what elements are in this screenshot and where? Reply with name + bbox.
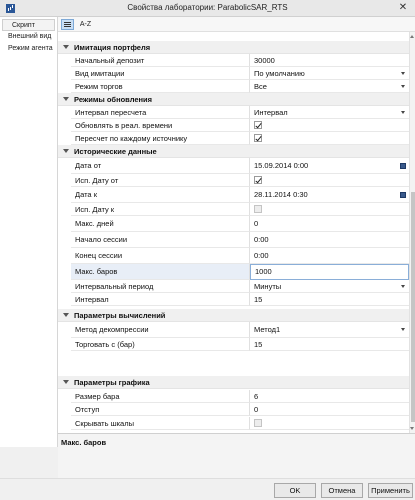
property-row (58, 54, 409, 67)
property-name[interactable]: Метод декомпрессии (71, 322, 250, 338)
bar-size-field[interactable]: 6 (250, 390, 409, 403)
property-row (58, 174, 409, 187)
hide-scales-checkbox[interactable] (254, 419, 262, 427)
property-name[interactable]: Начало сессии (71, 232, 250, 248)
scroll-up-icon[interactable] (410, 35, 414, 38)
property-value (250, 203, 409, 216)
property-grid-scrollbar[interactable] (409, 32, 415, 433)
property-row (58, 203, 409, 216)
section-calc-params (58, 309, 409, 322)
apply-button[interactable]: Применить (368, 483, 413, 498)
property-name[interactable]: Начальный депозит (71, 54, 250, 67)
property-name[interactable]: Макс. дней (71, 216, 250, 232)
session-start-field[interactable]: 0:00 (250, 232, 409, 248)
sort-az-button[interactable]: A-Z (79, 21, 92, 28)
initial-deposit-field[interactable]: 30000 (250, 54, 409, 67)
field-value: 15.09.2014 0:00 (254, 161, 309, 170)
scrollbar-thumb[interactable] (411, 192, 415, 422)
chevron-down-icon[interactable] (401, 285, 405, 288)
property-row (58, 322, 409, 338)
use-date-from-checkbox[interactable] (254, 176, 262, 184)
section-update-modes (58, 93, 409, 106)
chevron-down-icon[interactable] (401, 111, 405, 114)
select-value: Минуты (254, 282, 282, 291)
property-row (58, 132, 409, 145)
window-title: Свойства лаборатории: ParabolicSAR_RTS (127, 3, 288, 12)
close-icon[interactable]: ✕ (398, 2, 408, 13)
categorized-view-button[interactable] (61, 19, 74, 30)
collapse-icon[interactable] (63, 45, 69, 49)
title-bar (0, 0, 415, 17)
section-title: Параметры графика (74, 378, 150, 387)
recalc-interval-select[interactable] (250, 106, 409, 119)
sidebar-item-appearance[interactable]: Внешний вид (8, 33, 52, 40)
property-row (58, 216, 409, 232)
property-value (250, 132, 409, 145)
property-name[interactable]: Исп. Дату от (71, 174, 250, 187)
chevron-down-icon[interactable] (401, 85, 405, 88)
section-portfolio (58, 41, 409, 54)
calendar-icon[interactable] (400, 192, 406, 198)
property-row (58, 293, 409, 306)
property-row (58, 248, 409, 264)
property-row (58, 338, 409, 351)
property-row (58, 280, 409, 293)
property-name[interactable]: Интервал (71, 293, 250, 306)
use-date-to-checkbox[interactable] (254, 205, 262, 213)
list-icon (64, 22, 71, 23)
property-value (250, 119, 409, 132)
property-name[interactable]: Исп. Дату к (71, 203, 250, 216)
property-name[interactable]: Конец сессии (71, 248, 250, 264)
recalc-per-source-checkbox[interactable] (254, 134, 262, 142)
property-row (58, 119, 409, 132)
property-value (250, 417, 409, 430)
property-row (58, 232, 409, 248)
section-title: Режимы обновления (74, 95, 153, 104)
property-row-selected (58, 264, 409, 280)
calendar-icon[interactable] (400, 163, 406, 169)
date-from-field[interactable] (250, 158, 409, 174)
decompression-method-select[interactable] (250, 322, 409, 338)
property-name[interactable]: Обновлять в реал. времени (71, 119, 250, 132)
interval-period-select[interactable] (250, 280, 409, 293)
section-title: Исторические данные (74, 147, 157, 156)
collapse-icon[interactable] (63, 313, 69, 317)
property-row (58, 403, 409, 416)
ok-button[interactable]: OK (274, 483, 316, 498)
simulation-type-select[interactable] (250, 67, 409, 80)
property-name[interactable]: Скрывать шкалы (71, 417, 250, 430)
property-name[interactable]: Макс. баров (71, 264, 250, 280)
collapse-icon[interactable] (63, 380, 69, 384)
property-name[interactable]: Вид имитации (71, 67, 250, 80)
sidebar-item-script[interactable]: Скрипт (2, 19, 55, 31)
property-row (58, 158, 409, 174)
select-value: Интервал (254, 108, 288, 117)
property-row (58, 80, 409, 93)
trading-mode-select[interactable] (250, 80, 409, 93)
select-value: Метод1 (254, 325, 281, 334)
dialog-button-bar (0, 478, 415, 500)
sidebar (0, 17, 58, 447)
collapse-icon[interactable] (63, 149, 69, 153)
property-name[interactable]: Пересчет по каждому источнику (71, 132, 250, 145)
description-panel (58, 433, 415, 478)
property-name[interactable]: Интервальный период (71, 280, 250, 293)
property-name[interactable]: Размер бара (71, 390, 250, 403)
date-to-field[interactable] (250, 187, 409, 203)
sidebar-item-agent-mode[interactable]: Режим агента (8, 45, 53, 52)
select-value: По умолчанию (254, 69, 305, 78)
property-row (58, 67, 409, 80)
interval-field[interactable]: 15 (250, 293, 409, 306)
property-grid (58, 32, 409, 433)
property-name[interactable]: Дата к (71, 187, 250, 203)
section-chart-params (58, 376, 409, 389)
field-value: 28.11.2014 0:30 (254, 190, 308, 199)
max-bars-input[interactable]: 1000 (250, 264, 409, 280)
property-name[interactable]: Интервал пересчета (71, 106, 250, 119)
select-value: Все (254, 82, 267, 91)
section-historical-data (58, 145, 409, 158)
property-row (58, 417, 409, 430)
realtime-update-checkbox[interactable] (254, 121, 262, 129)
trade-from-bar-field[interactable]: 15 (250, 338, 409, 351)
chevron-down-icon[interactable] (401, 328, 405, 331)
cancel-button[interactable]: Отмена (321, 483, 363, 498)
description-title: Макс. баров (61, 438, 107, 447)
property-row (58, 390, 409, 403)
property-value (250, 174, 409, 187)
property-toolbar (58, 17, 415, 32)
section-title: Имитация портфеля (74, 43, 151, 52)
property-row (58, 187, 409, 203)
property-row (58, 106, 409, 119)
chevron-down-icon[interactable] (401, 72, 405, 75)
property-name[interactable]: Режим торгов (71, 80, 250, 93)
collapse-icon[interactable] (63, 97, 69, 101)
scroll-down-icon[interactable] (410, 427, 414, 430)
section-title: Параметры вычислений (74, 311, 166, 320)
offset-field[interactable]: 0 (250, 403, 409, 416)
session-end-field[interactable]: 0:00 (250, 248, 409, 264)
property-name[interactable]: Дата от (71, 158, 250, 174)
property-name[interactable]: Торговать с (бар) (71, 338, 250, 351)
max-days-field[interactable]: 0 (250, 216, 409, 232)
property-name[interactable]: Отступ (71, 403, 250, 416)
